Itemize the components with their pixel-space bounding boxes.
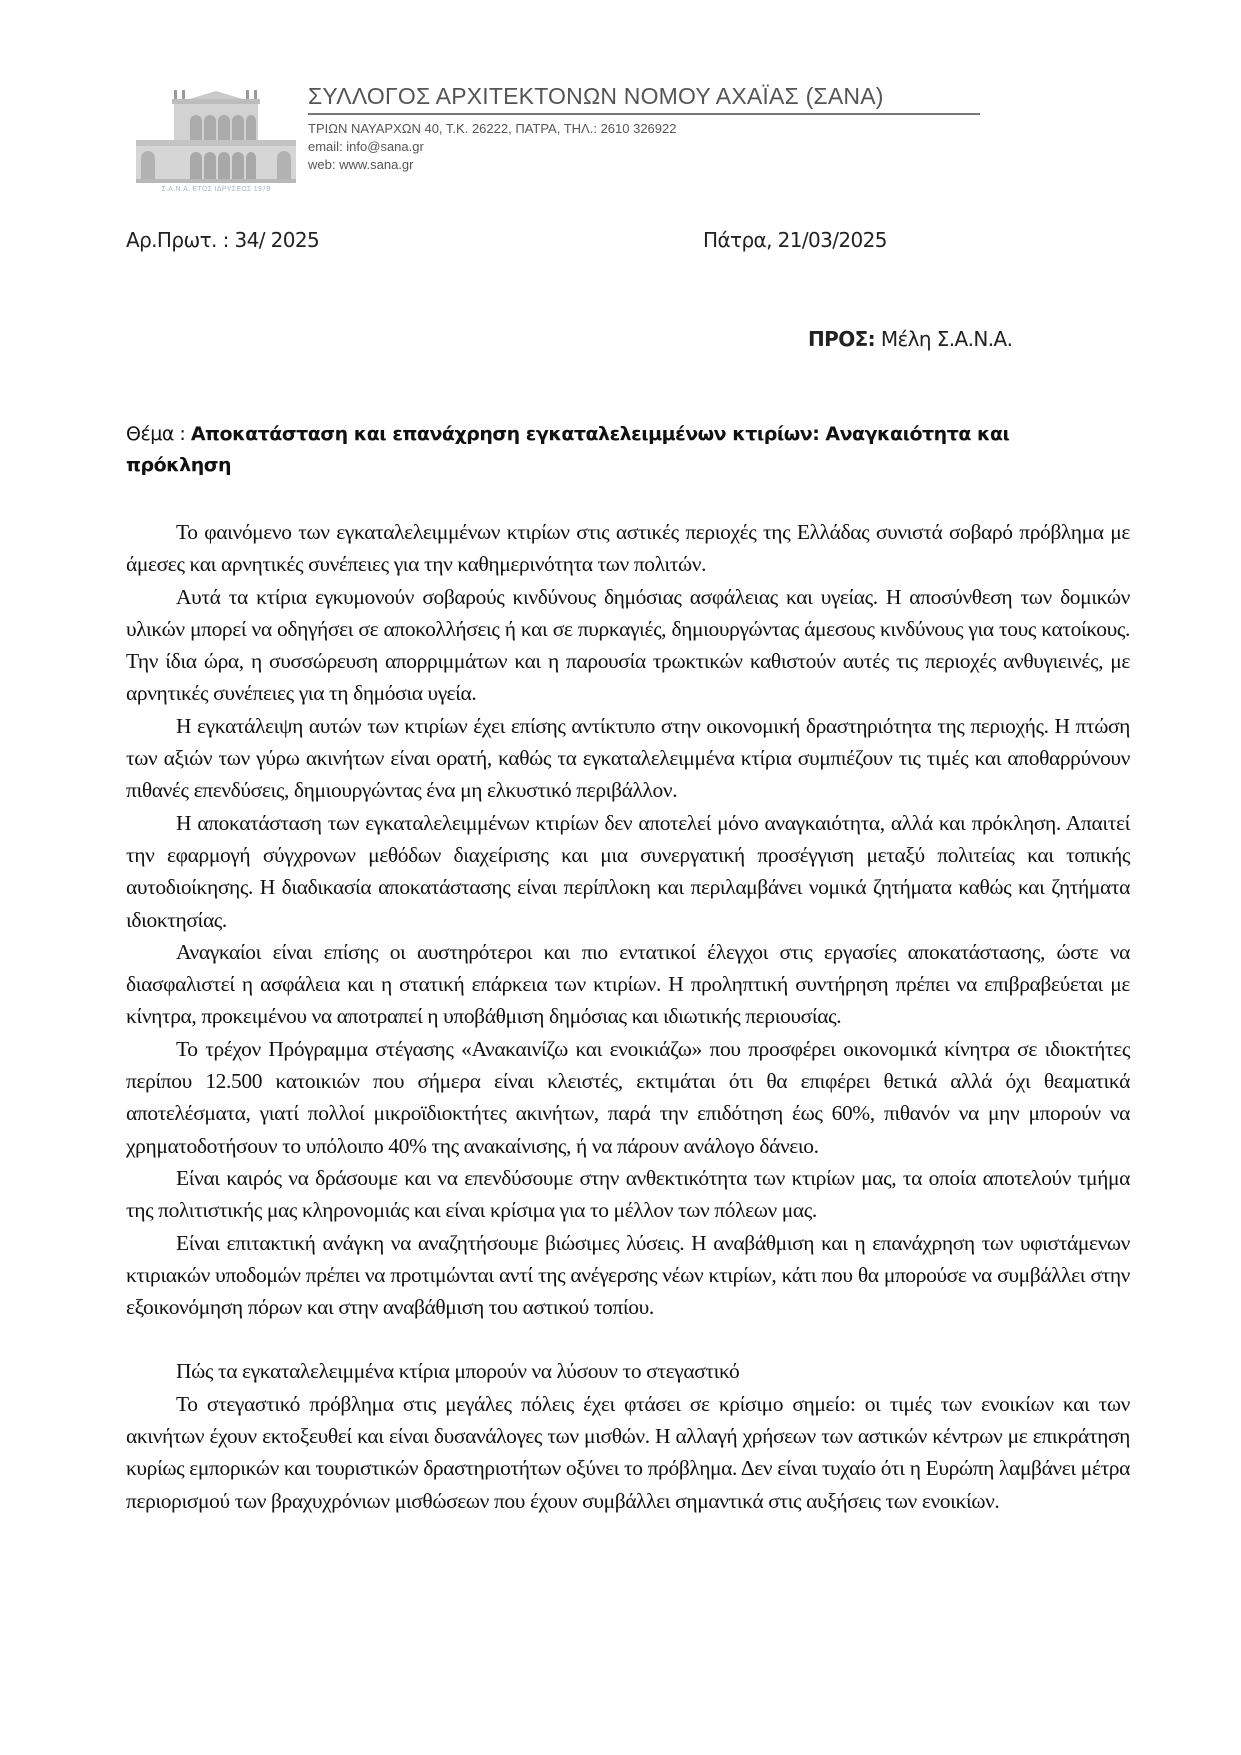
organization-address: ΤΡΙΩΝ ΝΑΥΑΡΧΩΝ 40, Τ.Κ. 26222, ΠΑΤΡΑ, ΤΗΛ.: 2610 326922: [308, 121, 677, 136]
organization-block: [308, 82, 988, 174]
body-paragraph: Είναι επιτακτική ανάγκη να αναζητήσουμε βιώσιμες λύσεις. Η αναβάθμιση και η επανάχρηση των υφιστάμενων κτιριακών υποδομών πρέπει να προτιμώνται αντί της ανέγερσης νέων κτιρίων, κάτι που θα μπορούσε να συμβάλλει στην εξοικονόμηση πόρων και στην αναβάθμιση του αστικού τοπίου.: [126, 1230, 1130, 1320]
neoclassical-building-icon: [136, 88, 296, 183]
organization-email: email: info@sana.gr: [308, 139, 424, 154]
recipient: [808, 327, 1012, 351]
recipient-value: Μέλη Σ.Α.Ν.Α.: [875, 327, 1013, 351]
subject-text: Αποκατάσταση και επανάχρηση εγκαταλελειμμένων κτιρίων: Αναγκαιότητα και πρόκληση: [126, 423, 1010, 476]
letter-body: [126, 516, 1130, 1517]
organization-web: web: www.sana.gr: [308, 157, 414, 172]
letterhead: [118, 78, 1018, 198]
recipient-label: ΠΡΟΣ:: [808, 327, 876, 351]
body-paragraph: Το τρέχον Πρόγραμμα στέγασης «Ανακαινίζω και ενοικιάζω» που προσφέρει οικονομικά κίνητρα σε ιδιοκτήτες περίπου 12.500 κατοικιών που σήμερα είναι κλειστές, εκτιμάται ότι θα επιφέρει θετικά αλλά όχι θεαματικά αποτελέσματα, γιατί πολλοί μικροϊδιοκτήτες ακινήτων, παρά την επιδότηση έως 60%, πιθανόν να μην μπορούν να χρηματοδοτήσουν το υπόλοιπο 40% της ανακαίνισης, ή να πάρουν ανάλογο δάνειο.: [126, 1036, 1130, 1158]
body-paragraph: Αυτά τα κτίρια εγκυμονούν σοβαρούς κινδύνους δημόσιας ασφάλειας και υγείας. Η αποσύνθεση των δομικών υλικών μπορεί να οδηγήσει σε αποκολλήσεις ή και σε πυρκαγιές, δημιουργώντας άμεσους κινδύνους για τους κατοίκους. Την ίδια ώρα, η συσσώρευση απορριμμάτων και η παρουσία τρωκτικών καθιστούν αυτές τις περιοχές ανθυγιεινές, με αρνητικές συνέπειες για τη δημόσια υγεία.: [126, 584, 1130, 706]
protocol-number: Αρ.Πρωτ. : 34/ 2025: [126, 228, 320, 252]
logo-caption: Σ.Α.Ν.Α. ΕΤΟΣ ΙΔΡΥΣΕΩΣ 1978: [161, 186, 271, 193]
body-paragraph: Είναι καιρός να δράσουμε και να επενδύσουμε στην ανθεκτικότητα των κτιρίων μας, τα οποία αποτελούν τμήμα της πολιτιστικής μας κληρονομιάς και είναι κρίσιμα για το μέλλον των πόλεων μας.: [126, 1165, 1130, 1223]
body-paragraph: Αναγκαίοι είναι επίσης οι αυστηρότεροι και πιο εντατικοί έλεγχοι στις εργασίες αποκατάστασης, ώστε να διασφαλιστεί η ασφάλεια και η στατική επάρκεια των κτιρίων. Η προληπτική συντήρηση πρέπει να επιβραβεύεται με κίνητρα, προκειμένου να αποτραπεί η υποβάθμιση δημόσιας και ιδιωτικής περιουσίας.: [126, 939, 1130, 1029]
body-paragraph: Η εγκατάλειψη αυτών των κτιρίων έχει επίσης αντίκτυπο στην οικονομική δραστηριότητα της περιοχής. Η πτώση των αξιών των γύρω ακινήτων είναι ορατή, καθώς τα εγκαταλελειμμένα κτίρια συμπιέζουν τις τιμές και αποθαρρύνουν πιθανές επενδύσεις, δημιουργώντας ένα μη ελκυστικό περιβάλλον.: [126, 713, 1130, 803]
organization-name: ΣΥΛΛΟΓΟΣ ΑΡΧΙΤΕΚΤΟΝΩΝ ΝΟΜΟΥ ΑΧΑΪΑΣ (ΣΑΝΑ): [308, 83, 884, 109]
subject-label: Θέμα :: [126, 423, 191, 445]
section-paragraph: Το στεγαστικό πρόβλημα στις μεγάλες πόλεις έχει φτάσει σε κρίσιμο σημείο: οι τιμές των ενοικίων και των ακινήτων έχουν εκτοξευθεί και είναι δυσανάλογες των μισθών. Η αλλαγή χρήσεων των αστικών κέντρων με επικράτηση κυρίως εμπορικών και τουριστικών δραστηριοτήτων οξύνει το πρόβλημα. Δεν είναι τυχαίο ότι η Ευρώπη λαμβάνει μέτρα περιορισμού των βραχυχρόνιων μισθώσεων που έχουν συμβάλλει σημαντικά στις αυξήσεις των ενοικίων.: [126, 1391, 1130, 1513]
body-paragraph: Η αποκατάσταση των εγκαταλελειμμένων κτιρίων δεν αποτελεί μόνο αναγκαιότητα, αλλά και πρόκληση. Απαιτεί την εφαρμογή σύγχρονων μεθόδων διαχείρισης και μια συνεργατική προσέγγιση μεταξύ πολιτείας και τοπικής αυτοδιοίκησης. Η διαδικασία αποκατάστασης είναι περίπλοκη και περιλαμβάνει νομικά ζητήματα καθώς και ζητήματα ιδιοκτησίας.: [126, 810, 1130, 932]
place-date: Πάτρα, 21/03/2025: [703, 228, 887, 252]
subject-line: [126, 419, 1086, 481]
header-divider: [308, 113, 980, 115]
section-heading: Πώς τα εγκαταλελειμμένα κτίρια μπορούν να λύσουν το στεγαστικό: [176, 1359, 740, 1384]
body-paragraph: Το φαινόμενο των εγκαταλελειμμένων κτιρίων στις αστικές περιοχές της Ελλάδας συνιστά σοβαρό πρόβλημα με άμεσες και αρνητικές συνέπειες για την καθημερινότητα των πολιτών.: [126, 520, 1130, 577]
